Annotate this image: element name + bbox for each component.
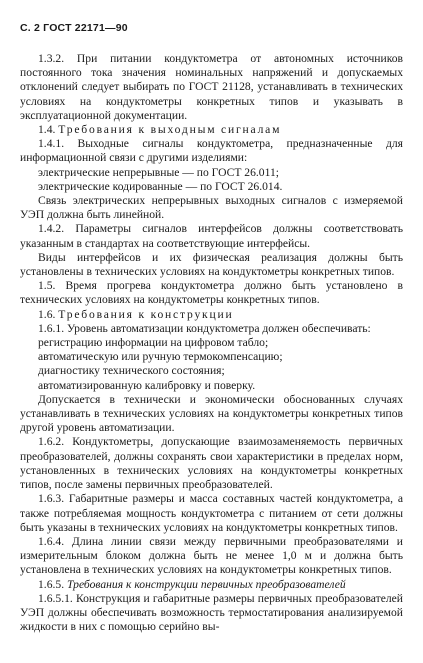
- paragraph: [20, 379, 403, 393]
- paragraph-text: Требования к выходным сигналам: [58, 123, 282, 137]
- section-number: 1.6.3.: [38, 492, 69, 506]
- paragraph-text: диагностику технического состояния;: [38, 364, 225, 378]
- paragraph-text: Виды интерфейсов и их физическая реализация должны быть установлены в технических условиях на кондуктометры конкретных типов.: [20, 250, 403, 279]
- page-header: С. 2 ГОСТ 22171—90: [20, 22, 128, 34]
- paragraph: [20, 251, 403, 279]
- paragraph: [20, 336, 403, 350]
- section-number: 1.4.2.: [38, 222, 76, 236]
- section-number: 1.4.1.: [38, 137, 78, 151]
- paragraph-text: Требования к конструкции первичных преобразователей: [66, 577, 346, 591]
- section-number: 1.6.5.: [38, 577, 67, 591]
- paragraph-text: Кондуктометры, допускающие взаимозаменяемость первичных преобразователей, должны сохранять свои характеристики в пределах норм, установленных в технических условиях на кондуктометры конкретных типов, после замены первичных преобразователей.: [20, 435, 403, 492]
- paragraph: [20, 592, 403, 635]
- paragraph-text: Параметры сигналов интерфейсов должны соответствовать указанным в стандартах на соответствующие интерфейсы.: [20, 222, 403, 250]
- paragraph: [20, 123, 403, 137]
- paragraph: [20, 137, 403, 165]
- section-number: 1.6.4.: [38, 534, 72, 548]
- paragraph-text: Время прогрева кондуктометра должно быть установлено в технических условиях на кондуктометры конкретных типов.: [20, 279, 403, 307]
- paragraph-text: автоматическую или ручную термокомпенсацию;: [38, 350, 283, 364]
- section-number: 1.6.2.: [38, 435, 73, 449]
- paragraph-text: Конструкция и габаритные размеры первичных преобразователей УЭП должны обеспечивать возможность термостатирования анализируемой жидкости в них с помощью серийно вы-: [20, 591, 403, 634]
- paragraph-text: регистрацию информации на цифровом табло;: [38, 336, 269, 350]
- paragraph: [20, 393, 403, 436]
- paragraph: [20, 180, 403, 194]
- paragraph-text: автоматизированную калибровку и поверку.: [38, 378, 256, 392]
- paragraph-text: Длина линии связи между первичными преобразователями и измерительным блоком должна быть не менее 1,0 м и должна быть установлена в технических условиях на кондуктометры конкретных типов.: [20, 534, 404, 577]
- paragraph: [20, 322, 403, 336]
- paragraph: [20, 535, 403, 578]
- paragraph: [20, 194, 403, 222]
- paragraph: [20, 364, 403, 378]
- paragraph: [20, 308, 403, 322]
- paragraph: [20, 222, 403, 250]
- paragraph-text: Выходные сигналы кондуктометра, предназначенные для информационной связи с другими изделиями:: [20, 137, 403, 165]
- paragraph: [20, 166, 403, 180]
- paragraph-text: электрические кодированные — по ГОСТ 26.014.: [38, 179, 283, 193]
- paragraph: [20, 435, 403, 492]
- paragraph: [20, 492, 403, 535]
- paragraph: [20, 578, 403, 592]
- paragraph-text: При питании кондуктометра от автономных источников постоянного тока значения номинальных напряжений и допускаемых отклонений следует выбирать по ГОСТ 21128, устанавливать в технических условиях на кондуктометры конкретных типов и указывать в эксплуатационной документации.: [20, 52, 404, 122]
- paragraph-text: Уровень автоматизации кондуктометра должен обеспечивать:: [66, 321, 371, 335]
- paragraph-text: Габаритные размеры и масса составных частей кондуктометра, а также потребляемая мощность кондуктометра с питанием от сети должны быть указаны в технических условиях на кондуктометры конкретных типов.: [20, 492, 403, 534]
- paragraph-text: Требования к конструкции: [58, 307, 234, 321]
- paragraph-text: Допускается в технически и экономически обоснованных случаях устанавливать в технических условиях на кондуктометры конкретных типов другой уровень автоматизации.: [20, 392, 403, 435]
- section-number: 1.5.: [38, 279, 66, 293]
- section-number: 1.6.: [38, 307, 59, 321]
- section-number: 1.6.1.: [38, 321, 67, 335]
- paragraph-text: электрические непрерывные — по ГОСТ 26.011;: [38, 165, 279, 179]
- paragraph-text: Связь электрических непрерывных выходных сигналов с измеряемой УЭП должна быть линейной.: [20, 194, 403, 222]
- paragraph: [20, 350, 403, 364]
- paragraph: [20, 279, 403, 307]
- section-number: 1.4.: [38, 123, 59, 137]
- paragraph: [20, 52, 403, 123]
- section-number: 1.3.2.: [38, 52, 77, 65]
- section-number: 1.6.5.1.: [38, 591, 76, 605]
- document-body: [20, 52, 403, 634]
